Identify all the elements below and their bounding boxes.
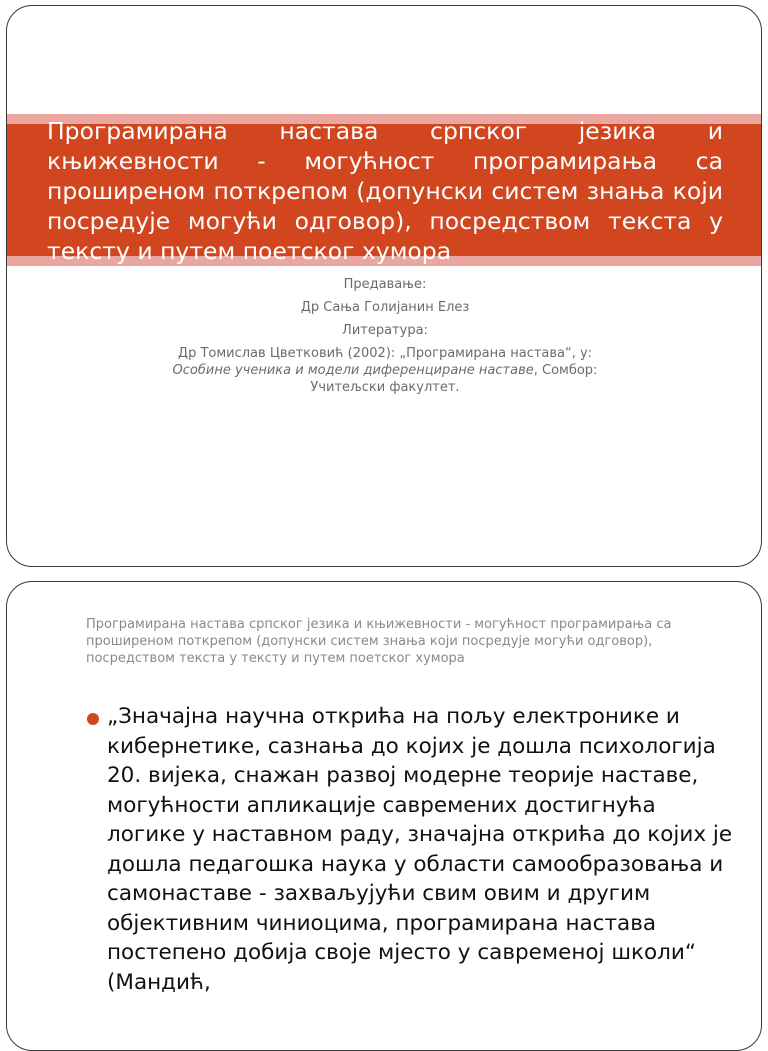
slide-2-title: Програмирана настава српског језика и књижевности - могућност програмирања са проширеном поткрепом (допунски систем знања који посредује могући одговор), посредством текста у тексту и путем поетског хумора	[86, 617, 672, 666]
literature-label: Литература:	[342, 323, 428, 338]
slide-2	[6, 581, 762, 1051]
slide-1-title: Програмирана настава српског језика и књижевности - могућност програмирања са проширеном поткрепом (допунски систем знања који посредује могући одговор), посредством текста у тексту и путем поетског хумора	[47, 117, 723, 265]
bullet-item	[87, 702, 737, 997]
slide-1-subtitle	[47, 276, 723, 396]
reference-city: , Сомбор:	[533, 363, 598, 378]
bullet-text: „Значајна научна открића на пољу електронике и кибернетике, сазнања до којих је дошла психологија 20. вијека, снажан развој модерне теорије наставе, могућности апликације савремених достигнућа логике у наставном раду, значајна открића до којих је дошла педагошка наука у области самообразовања и самонаставе - захваљујући свим овим и другим објективним чиниоцима, програмирана настава постепено добија своје мјесто у савременој школи“ (Мандић,	[107, 704, 733, 995]
reference-line-2	[47, 362, 723, 379]
title-band	[7, 114, 761, 266]
author-name: Др Сања Голијанин Елез	[300, 300, 470, 315]
reference-italic-title: Особине ученика и модели диференциране наставе	[172, 363, 534, 378]
reference-line-3: Учитељски факултет.	[310, 380, 460, 395]
reference-line-1: Др Томислав Цветковић (2002): „Програмирана настава“, у:	[177, 346, 593, 361]
bullet-dot-icon	[87, 713, 99, 725]
lecture-label: Предавање:	[343, 277, 427, 292]
slide-1	[6, 5, 762, 567]
